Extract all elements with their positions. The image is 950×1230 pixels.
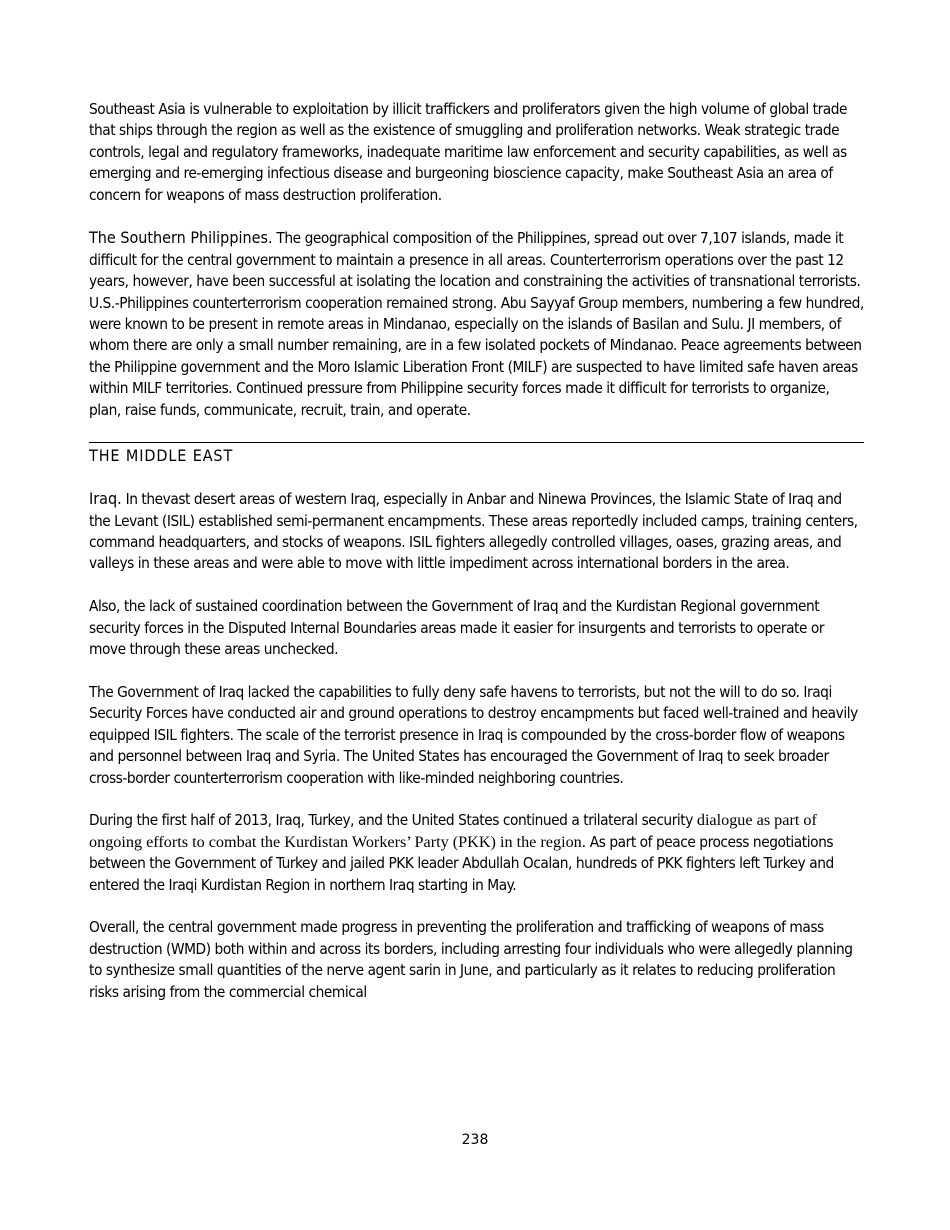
paragraph-southeast-asia: Southeast Asia is vulnerable to exploitation by illicit traffickers and proliferators given the high volume of global trade that ships through the region as well as the existence of smuggling and proliferation networks. Weak strategic trade controls, legal and regulatory frameworks, inadequate maritime law enforcement and security capabilities, as well as emerging and re-emerging infectious disease and burgeoning bioscience capacity, make Southeast Asia an area of concern for weapons of mass destruction proliferation. xyxy=(89,100,848,204)
paragraph-philippines-text: The geographical composition of the Philippines, spread out over 7,107 islands, made it difficult for the central government to maintain a presence in all areas. Counterterrorism operations over the past 12 years, however, have been successful at isolating the location and constraining the activities of transnational terrorists. U.S.-Philippines counterterrorism cooperation remained strong. Abu Sayyaf Group members, numbering a few hundred, were known to be present in remote areas in Mindanao, especially on the islands of Basilan and Sulu. JI members, of whom there are only a small number remaining, are in a few isolated pockets of Mindanao. Peace agreements between the Philippine government and the Moro Islamic Liberation Front (MILF) are suspected to have limited safe haven areas within MILF territories. Continued pressure from Philippine security forces made it difficult for terrorists to organize, plan, raise funds, communicate, recruit, train, and operate. xyxy=(89,229,864,419)
paragraph-iraq xyxy=(89,488,864,575)
paragraph-trilateral-part3: As part of peace process negotiations between the Government of Turkey and jailed PKK leader Abdullah Ocalan, hundreds of PKK fighters left Turkey and entered the Iraqi Kurdistan Region in northern Iraq starting in May. xyxy=(89,832,834,894)
paragraph-capabilities: The Government of Iraq lacked the capabilities to fully deny safe havens to terrorists, but not the will to do so. Iraqi Security Forces have conducted air and ground operations to destroy encampments but faced well-trained and heavily equipped ISIL fighters. The scale of the terrorist presence in Iraq is compounded by the cross-border flow of weapons and personnel between Iraq and Syria. The United States has encouraged the Government of Iraq to seek broader cross-border counterterrorism cooperation with like-minded neighboring countries. xyxy=(89,682,858,787)
paragraph-wmd: Overall, the central government made progress in preventing the proliferation and trafficking of weapons of mass destruction (WMD) both within and across its borders, including arresting four individuals who were allegedly planning to synthesize small quantities of the nerve agent sarin in June, and particularly as it relates to reducing proliferation risks arising from the commercial chemical xyxy=(89,918,853,1001)
paragraph-coordination: Also, the lack of sustained coordination between the Government of Iraq and the Kurdistan Regional government security forces in the Disputed Internal Boundaries areas made it easier for insurgents and terrorists to operate or move through these areas unchecked. xyxy=(89,597,825,659)
run-in-heading-iraq: Iraq. xyxy=(89,489,122,509)
page-number: 238 xyxy=(461,1132,489,1148)
section-heading-middle-east: THE MIDDLE EAST xyxy=(89,446,234,466)
document-body xyxy=(89,99,864,1024)
paragraph-trilateral xyxy=(89,810,864,896)
paragraph-iraq-text: In thevast desert areas of western Iraq, especially in Anbar and Ninewa Provinces, the Islamic State of Iraq and the Levant (ISIL) established semi-permanent encampments. These areas reportedly included camps, training centers, command headquarters, and stocks of weapons. ISIL fighters allegedly controlled villages, oases, grazing areas, and valleys in these areas and were able to move with little impediment across international borders in the area. xyxy=(89,490,858,573)
paragraph-trilateral-part1: During the first half of 2013, Iraq, Turkey, and the United States continued a trilateral security xyxy=(89,811,697,830)
paragraph-southern-philippines xyxy=(89,227,864,421)
paragraph-trilateral-part2: dialogue as part of ongoing efforts to combat the Kurdistan Workers’ Party (PKK) in the region. xyxy=(89,811,817,851)
run-in-heading-philippines: The Southern Philippines. xyxy=(89,228,273,248)
